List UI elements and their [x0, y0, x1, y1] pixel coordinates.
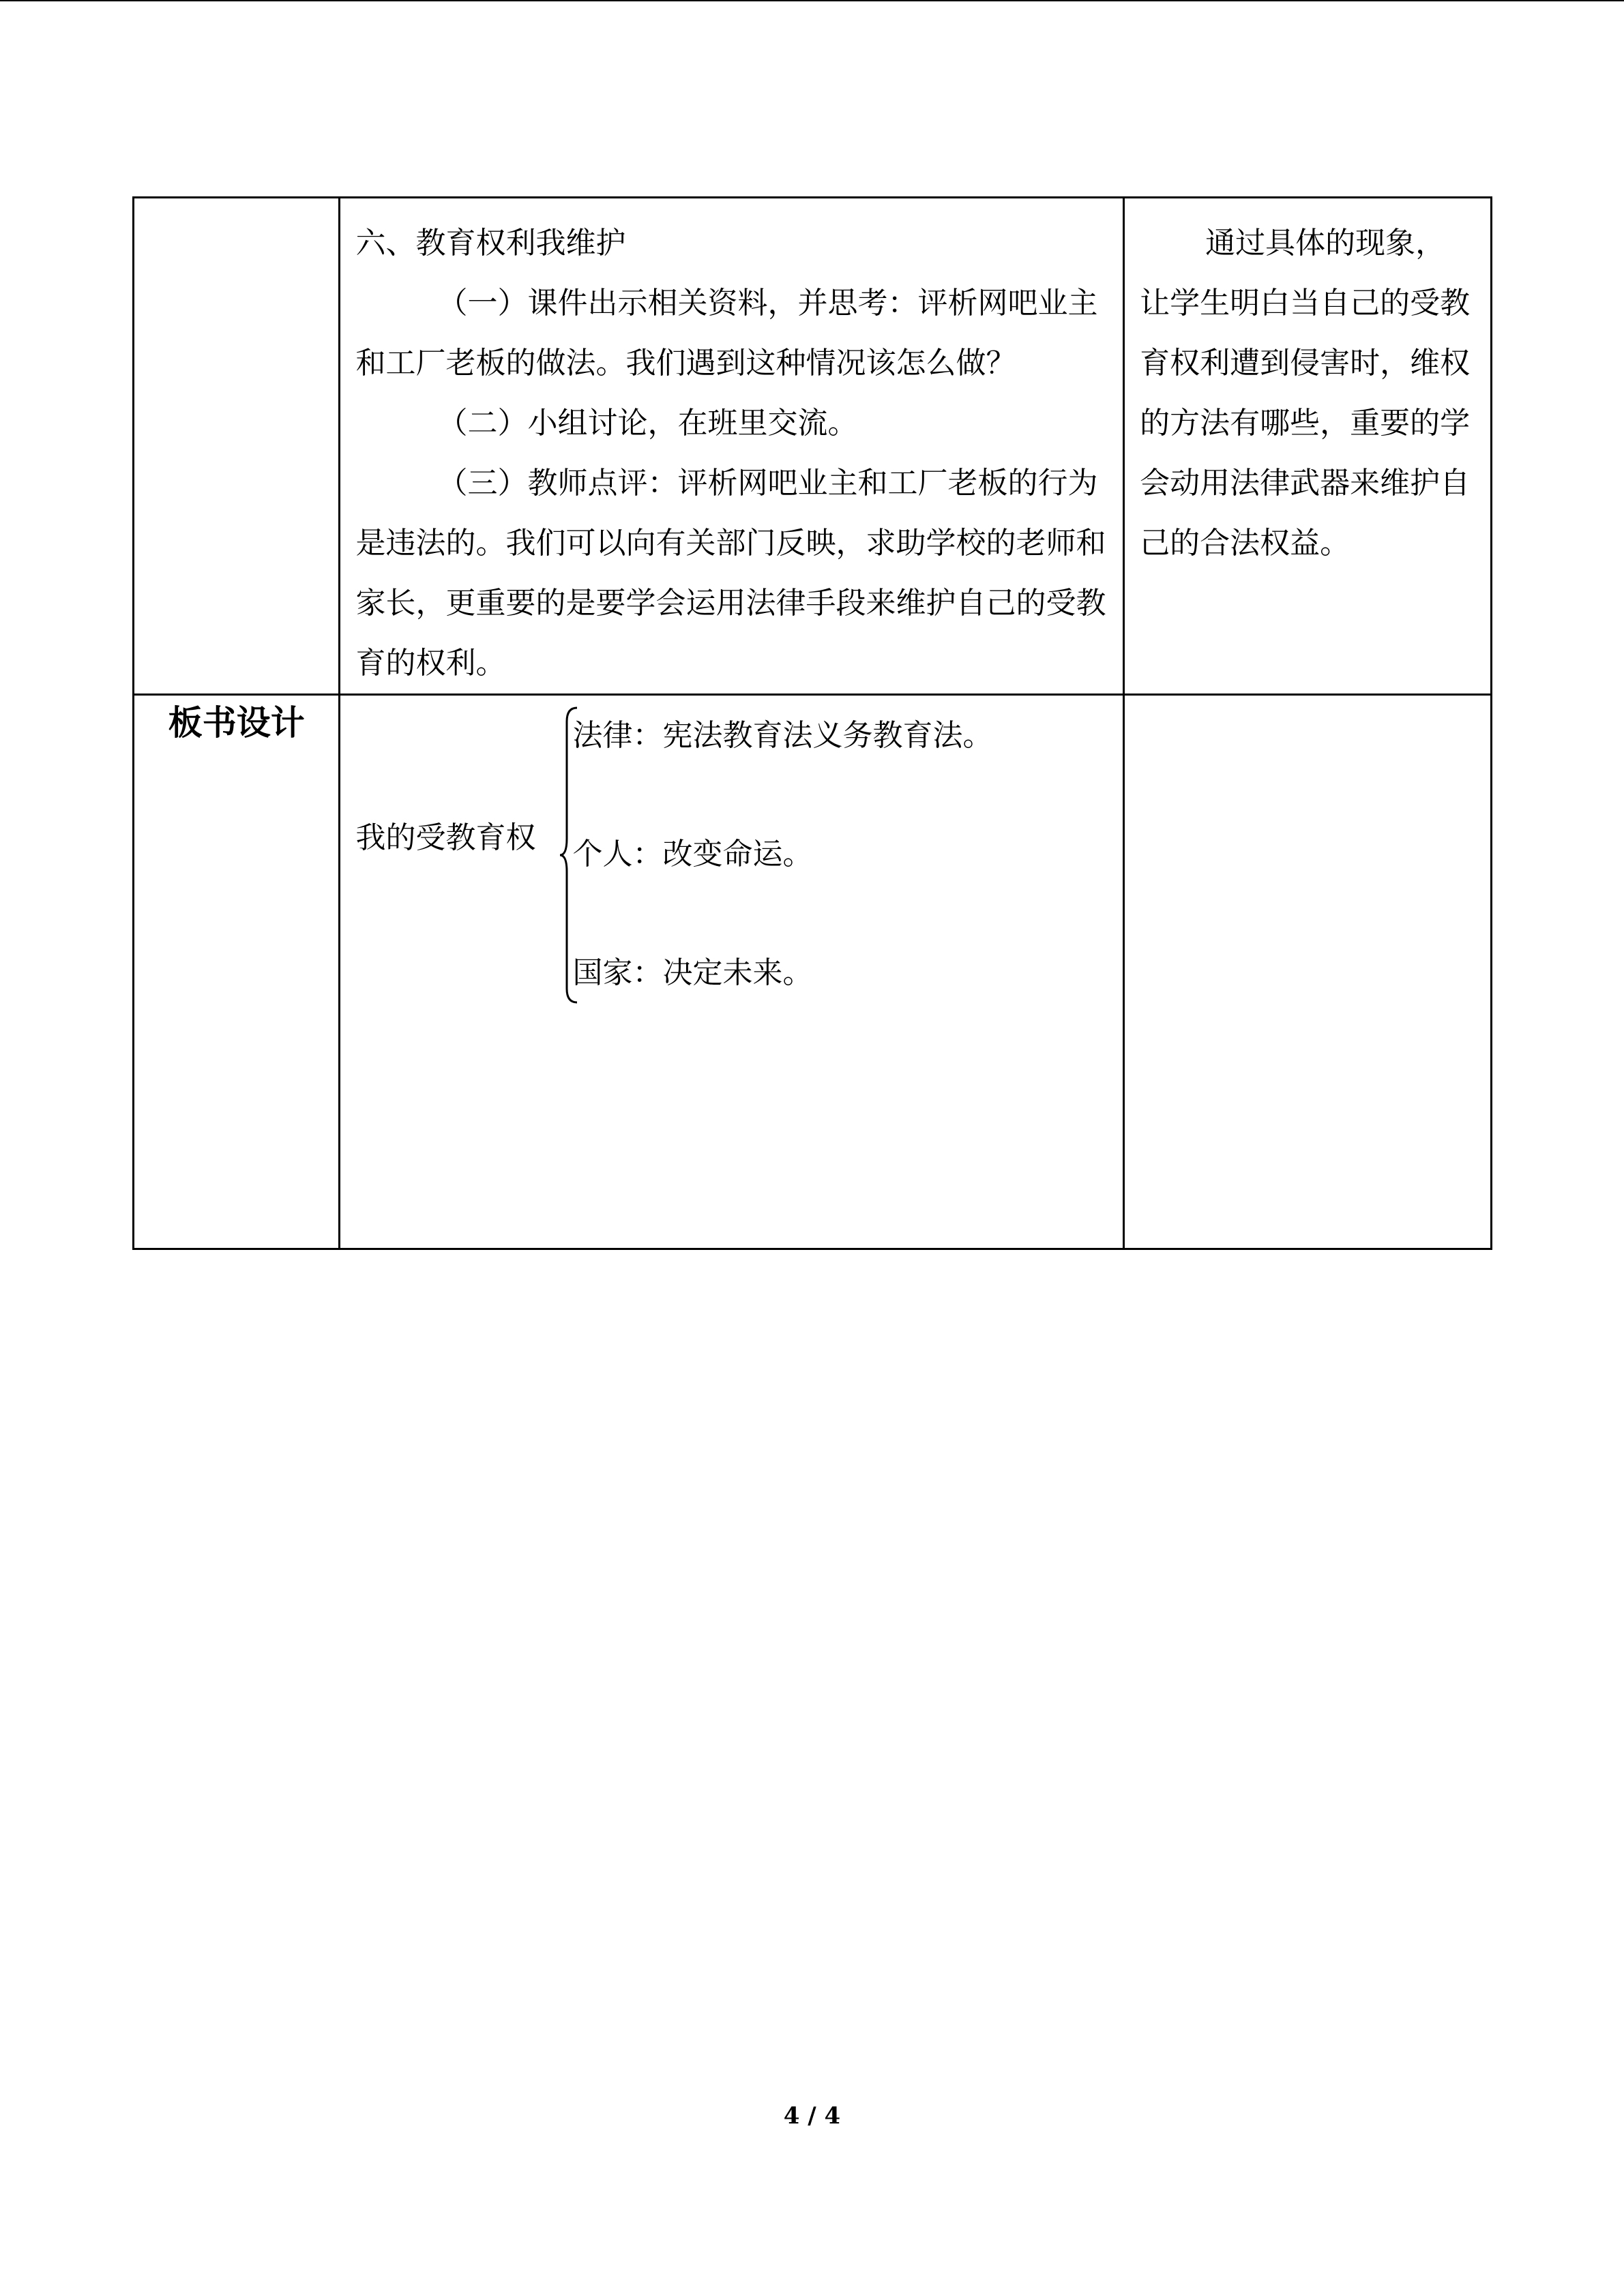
- board-design-cell: [340, 695, 1124, 1249]
- table-row: [134, 695, 1492, 1249]
- board-design-diagram: [340, 696, 1123, 1248]
- board-design-label: 板书设计: [134, 695, 340, 1249]
- paragraph-2: （二）小组讨论，在班里交流。: [437, 406, 858, 441]
- paragraph-1: （一）课件出示相关资料，并思考：评析网吧业主和工厂老板的做法。我们遇到这种情况该怎么做？: [355, 286, 1098, 381]
- lesson-plan-table: [132, 196, 1492, 1250]
- board-branch-individual: 个人：改变命运。: [572, 837, 813, 871]
- empty-note-cell: [1124, 695, 1492, 1249]
- design-intent-note: 通过具体的现象，让学生明白当自己的受教育权利遭到侵害时，维权的方法有哪些，重要的学会动用法律武器来维护自己的合法权益。: [1140, 226, 1471, 561]
- board-branch-nation: 国家：决定未来。: [572, 955, 813, 990]
- activity-cell: [340, 198, 1124, 695]
- board-root-text: 我的受教育权: [355, 820, 536, 855]
- note-cell: [1124, 198, 1492, 695]
- board-branch-law: 法律：宪法教育法义务教育法。: [572, 718, 993, 753]
- page-number: 4 / 4: [783, 2102, 841, 2130]
- paragraph-3: （三）教师点评：评析网吧业主和工厂老板的行为是违法的。我们可以向有关部门反映，求助学校的老师和家长，更重要的是要学会运用法律手段来维护自己的受教育的权利。: [355, 466, 1106, 681]
- empty-label-cell: [134, 198, 340, 695]
- section-title: 六、教育权利我维护: [355, 226, 626, 260]
- table-row: [134, 198, 1492, 695]
- top-border-line: [0, 0, 1624, 1]
